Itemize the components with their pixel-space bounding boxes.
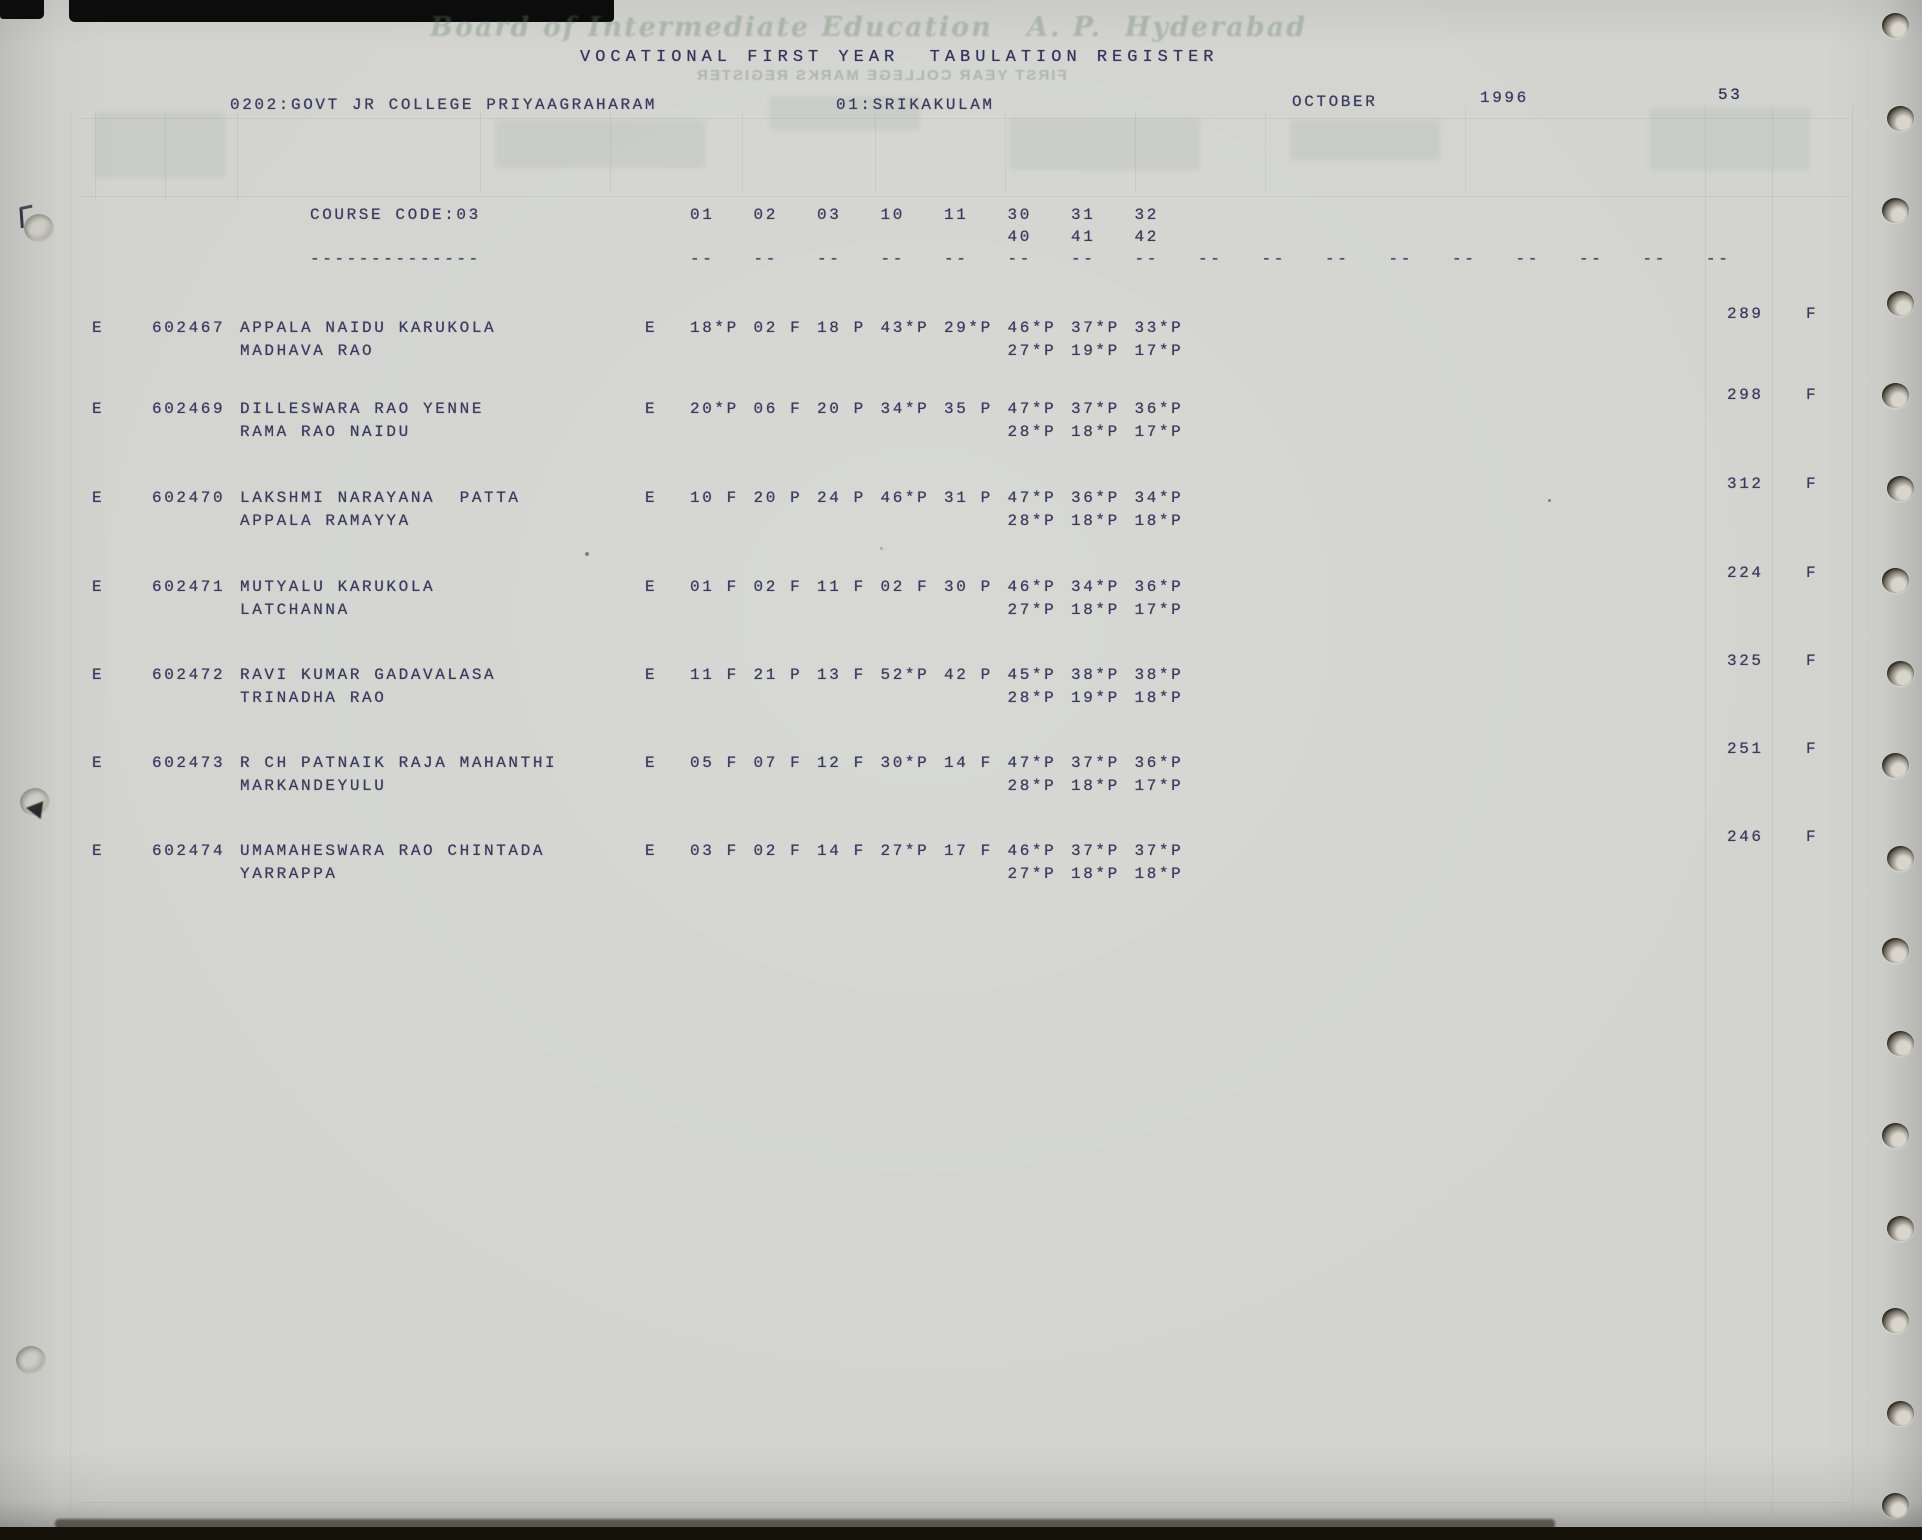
exam-year: 1996 xyxy=(1480,89,1529,107)
mark-cell: 14 F xyxy=(944,754,993,772)
form-grid-line xyxy=(1265,112,1266,192)
medium-code: E xyxy=(92,489,105,507)
bleed-through-blob xyxy=(95,112,225,178)
total-marks: 251 xyxy=(1727,740,1764,758)
mark-cell: 17 F xyxy=(944,842,993,860)
father-name: RAMA RAO NAIDU xyxy=(240,423,411,441)
mark-cell: 20 P xyxy=(817,400,866,418)
mark-cell: -- xyxy=(1452,250,1477,268)
mark-cell: 30 P xyxy=(944,578,993,596)
mark-cell: 27*P xyxy=(1007,601,1057,619)
form-grid-line xyxy=(875,112,876,192)
marks-line-1 xyxy=(690,841,1198,861)
father-name: APPALA RAMAYYA xyxy=(240,512,411,530)
register-number: 602474 xyxy=(152,842,226,860)
mark-cell: 46*P xyxy=(1007,319,1057,337)
medium-code: E xyxy=(92,578,105,596)
result-flag: F xyxy=(1806,740,1819,758)
mark-cell: 33*P xyxy=(1134,319,1184,337)
mark-cell: 20 P xyxy=(753,489,803,507)
mark-cell: 18*P xyxy=(1071,601,1120,619)
total-marks: 224 xyxy=(1727,564,1764,582)
marks-line-2 xyxy=(1008,341,1199,361)
bleed-through-blob xyxy=(495,120,705,168)
total-marks: 312 xyxy=(1727,475,1764,493)
mark-cell: 17*P xyxy=(1134,601,1184,619)
binding-hole xyxy=(1887,1216,1914,1241)
mark-cell: 28*P xyxy=(1007,512,1057,530)
result-flag: F xyxy=(1806,305,1819,323)
father-name: LATCHANNA xyxy=(240,601,350,619)
mark-cell: 41 xyxy=(1071,228,1096,246)
mark-cell: 29*P xyxy=(944,319,993,337)
mark-cell: -- xyxy=(753,250,778,268)
mark-cell: 42 xyxy=(1134,228,1159,246)
binding-hole xyxy=(1882,198,1909,223)
mark-cell: 14 F xyxy=(817,842,866,860)
result-flag: F xyxy=(1806,475,1819,493)
total-marks: 289 xyxy=(1727,305,1764,323)
mark-cell: 19*P xyxy=(1071,342,1120,360)
marks-line-1 xyxy=(690,577,1198,597)
candidate-name: UMAMAHESWARA RAO CHINTADA xyxy=(240,842,546,860)
mark-cell: 47*P xyxy=(1007,400,1057,418)
binding-hole xyxy=(1882,1123,1909,1148)
mark-cell: 47*P xyxy=(1007,489,1057,507)
father-name: TRINADHA RAO xyxy=(240,689,387,707)
marks-line-1 xyxy=(690,665,1198,685)
pen-mark xyxy=(19,205,33,229)
binding-hole xyxy=(1887,661,1914,686)
mark-cell: 18*P xyxy=(1071,865,1120,883)
mark-cell: 37*P xyxy=(1071,319,1120,337)
paper-speck xyxy=(585,552,589,556)
form-grid-line xyxy=(480,112,481,192)
binding-hole xyxy=(1887,291,1914,316)
mark-cell: 02 F xyxy=(880,578,930,596)
medium-code-2: E xyxy=(645,489,658,507)
mark-cell: 47*P xyxy=(1007,754,1057,772)
mark-cell: 02 F xyxy=(753,578,803,596)
paper-speck xyxy=(1548,499,1551,502)
binding-hole xyxy=(1882,753,1909,778)
college-code-name: 0202:GOVT JR COLLEGE PRIYAAGRAHARAM xyxy=(230,96,658,114)
mark-cell: 46*P xyxy=(1007,842,1057,860)
mark-cell: 18*P xyxy=(690,319,739,337)
medium-code-2: E xyxy=(645,400,658,418)
table-row xyxy=(0,475,1922,548)
mark-cell: -- xyxy=(1261,250,1286,268)
mark-cell: 34*P xyxy=(1134,489,1184,507)
bleed-through-script-text: Board of Intermediate Education A. P. Hyderabad xyxy=(430,12,1308,43)
mark-cell: -- xyxy=(1007,250,1032,268)
mark-cell: 13 F xyxy=(817,666,866,684)
mark-cell: -- xyxy=(1325,250,1350,268)
mark-cell: 11 F xyxy=(817,578,866,596)
mark-cell: 11 xyxy=(944,206,969,224)
mark-cell: 18*P xyxy=(1071,512,1120,530)
medium-code: E xyxy=(92,400,105,418)
mark-cell: 18*P xyxy=(1071,777,1120,795)
mark-cell: -- xyxy=(944,250,969,268)
subject-columns-row-2 xyxy=(1008,227,1199,247)
scan-edge-bar-left xyxy=(0,0,44,19)
result-flag: F xyxy=(1806,564,1819,582)
mark-cell: 10 xyxy=(880,206,905,224)
mark-cell: 28*P xyxy=(1007,423,1057,441)
bleed-through-blob xyxy=(1010,118,1200,170)
candidate-name: RAVI KUMAR GADAVALASA xyxy=(240,666,497,684)
course-code-label: COURSE CODE:03 xyxy=(310,206,481,224)
mark-cell: 02 xyxy=(753,206,778,224)
medium-code: E xyxy=(92,754,105,772)
medium-code-2: E xyxy=(645,666,658,684)
mark-cell: 37*P xyxy=(1071,754,1120,772)
exam-month: OCTOBER xyxy=(1292,93,1378,111)
medium-code-2: E xyxy=(645,578,658,596)
mark-cell: 37*P xyxy=(1134,842,1184,860)
mark-cell: 27*P xyxy=(1007,342,1057,360)
mark-cell: -- xyxy=(1706,250,1731,268)
marks-line-1 xyxy=(690,318,1198,338)
form-grid-line xyxy=(1005,112,1006,192)
father-name: YARRAPPA xyxy=(240,865,338,883)
form-grid-line xyxy=(237,112,238,202)
mark-cell: 12 F xyxy=(817,754,866,772)
form-grid-line xyxy=(742,112,743,192)
table-row xyxy=(0,652,1922,725)
mark-cell: 18*P xyxy=(1134,512,1184,530)
mark-cell: -- xyxy=(1579,250,1604,268)
mark-cell: 30*P xyxy=(880,754,930,772)
mark-cell: 36*P xyxy=(1134,578,1184,596)
binding-hole xyxy=(1887,1401,1914,1426)
mark-cell: -- xyxy=(880,250,905,268)
mark-cell: 20*P xyxy=(690,400,739,418)
mark-cell: 27*P xyxy=(880,842,930,860)
page-title: VOCATIONAL FIRST YEAR TABULATION REGISTER xyxy=(580,48,1219,67)
mark-cell: 03 F xyxy=(690,842,739,860)
candidate-name: MUTYALU KARUKOLA xyxy=(240,578,436,596)
mark-cell: -- xyxy=(1071,250,1096,268)
mark-cell: 34*P xyxy=(1071,578,1120,596)
form-grid-line xyxy=(610,112,611,192)
binding-hole xyxy=(1887,106,1914,131)
mark-cell: 42 P xyxy=(944,666,993,684)
result-flag: F xyxy=(1806,828,1819,846)
father-name: MARKANDEYULU xyxy=(240,777,387,795)
binding-hole xyxy=(1887,1031,1914,1056)
result-flag: F xyxy=(1806,386,1819,404)
mark-cell: -- xyxy=(817,250,842,268)
marks-line-2 xyxy=(1008,864,1199,884)
mark-cell: 32 xyxy=(1134,206,1159,224)
mark-cell: 38*P xyxy=(1071,666,1120,684)
candidate-name: DILLESWARA RAO YENNE xyxy=(240,400,485,418)
bleed-through-heading-text: FIRST YEAR COLLEGE MARKS REGISTER xyxy=(695,67,1067,84)
marks-line-1 xyxy=(690,753,1198,773)
mark-cell: 17*P xyxy=(1134,777,1184,795)
medium-code: E xyxy=(92,842,105,860)
marks-line-2 xyxy=(1008,422,1199,442)
register-number: 602469 xyxy=(152,400,226,418)
mark-cell: 37*P xyxy=(1071,400,1120,418)
candidate-name: LAKSHMI NARAYANA PATTA xyxy=(240,489,521,507)
mark-cell: 35 P xyxy=(944,400,993,418)
mark-cell: 37*P xyxy=(1071,842,1120,860)
binding-hole xyxy=(1882,383,1909,408)
father-name: MADHAVA RAO xyxy=(240,342,375,360)
medium-code: E xyxy=(92,666,105,684)
marks-line-2 xyxy=(1008,511,1199,531)
mark-cell: 02 F xyxy=(753,842,803,860)
mark-cell: 36*P xyxy=(1071,489,1120,507)
mark-cell: 52*P xyxy=(880,666,930,684)
mark-cell: 01 xyxy=(690,206,715,224)
mark-cell: 01 F xyxy=(690,578,739,596)
mark-cell: 03 xyxy=(817,206,842,224)
mark-cell: 28*P xyxy=(1007,777,1057,795)
mark-cell: 24 P xyxy=(817,489,866,507)
binding-hole xyxy=(1882,1493,1909,1518)
register-number: 602473 xyxy=(152,754,226,772)
table-row xyxy=(0,828,1922,901)
mark-cell: 18*P xyxy=(1071,423,1120,441)
mark-cell: -- xyxy=(1388,250,1413,268)
course-code-underline: -------------- xyxy=(310,250,481,268)
mark-cell: 31 P xyxy=(944,489,993,507)
mark-cell: 10 F xyxy=(690,489,739,507)
mark-cell: -- xyxy=(1134,250,1159,268)
page-number: 53 xyxy=(1718,86,1743,104)
register-number: 602467 xyxy=(152,319,226,337)
table-row xyxy=(0,386,1922,459)
mark-cell: 38*P xyxy=(1134,666,1184,684)
mark-cell: -- xyxy=(1642,250,1667,268)
mark-cell: 27*P xyxy=(1007,865,1057,883)
form-grid-line xyxy=(165,112,166,202)
marks-line-1 xyxy=(690,399,1198,419)
mark-cell: 02 F xyxy=(753,319,803,337)
form-grid-line xyxy=(95,112,96,202)
table-row xyxy=(0,305,1922,378)
mark-cell: 05 F xyxy=(690,754,739,772)
mark-cell: 30 xyxy=(1007,206,1032,224)
mark-cell: 28*P xyxy=(1007,689,1057,707)
mark-cell: 46*P xyxy=(1007,578,1057,596)
mark-cell: -- xyxy=(1198,250,1223,268)
candidate-name: APPALA NAIDU KARUKOLA xyxy=(240,319,497,337)
punch-hole xyxy=(16,1346,46,1374)
binding-hole xyxy=(1887,846,1914,871)
mark-cell: 19*P xyxy=(1071,689,1120,707)
form-grid-line xyxy=(80,1502,1850,1503)
mark-cell: 31 xyxy=(1071,206,1096,224)
binding-hole xyxy=(1882,13,1909,38)
bleed-through-blob xyxy=(1290,120,1440,160)
mark-cell: 34*P xyxy=(880,400,930,418)
total-marks: 246 xyxy=(1727,828,1764,846)
mark-cell: 18*P xyxy=(1134,689,1184,707)
register-number: 602471 xyxy=(152,578,226,596)
marks-line-2 xyxy=(1008,776,1199,796)
form-grid-line xyxy=(1465,108,1466,194)
mark-cell: 18*P xyxy=(1134,865,1184,883)
binding-hole xyxy=(1882,1308,1909,1333)
mark-cell: 45*P xyxy=(1007,666,1057,684)
medium-code-2: E xyxy=(645,754,658,772)
mark-cell: 06 F xyxy=(753,400,803,418)
marks-line-2 xyxy=(1008,688,1199,708)
district-code-name: 01:SRIKAKULAM xyxy=(836,96,995,114)
pen-mark-triangle xyxy=(25,799,43,819)
binding-hole xyxy=(1882,568,1909,593)
mark-cell: -- xyxy=(1515,250,1540,268)
mark-cell: 43*P xyxy=(880,319,930,337)
mark-cell: 11 F xyxy=(690,666,739,684)
paper-speck xyxy=(880,547,883,550)
mark-cell: 36*P xyxy=(1134,754,1184,772)
binding-hole xyxy=(1887,476,1914,501)
mark-cell: 17*P xyxy=(1134,423,1184,441)
mark-cell: 17*P xyxy=(1134,342,1184,360)
table-row xyxy=(0,564,1922,637)
medium-code-2: E xyxy=(645,319,658,337)
total-marks: 298 xyxy=(1727,386,1764,404)
mark-cell: 40 xyxy=(1007,228,1032,246)
mark-cell: 18 P xyxy=(817,319,866,337)
total-marks: 325 xyxy=(1727,652,1764,670)
table-row xyxy=(0,740,1922,813)
medium-code-2: E xyxy=(645,842,658,860)
subject-columns-row-1 xyxy=(690,205,1198,225)
register-number: 602470 xyxy=(152,489,226,507)
marks-line-1 xyxy=(690,488,1198,508)
scan-edge-shadow-bottom xyxy=(55,1519,1555,1529)
marks-line-2 xyxy=(1008,600,1199,620)
form-grid-line xyxy=(80,118,1850,119)
mark-cell: 46*P xyxy=(880,489,930,507)
binding-hole xyxy=(1882,938,1909,963)
mark-cell: 36*P xyxy=(1134,400,1184,418)
result-flag: F xyxy=(1806,652,1819,670)
mark-cell: 21 P xyxy=(753,666,803,684)
column-underline-row xyxy=(690,249,1770,269)
candidate-name: R CH PATNAIK RAJA MAHANTHI xyxy=(240,754,558,772)
medium-code: E xyxy=(92,319,105,337)
mark-cell: 07 F xyxy=(753,754,803,772)
mark-cell: -- xyxy=(690,250,715,268)
form-grid-line xyxy=(1135,112,1136,192)
form-grid-line xyxy=(80,196,1850,197)
register-number: 602472 xyxy=(152,666,226,684)
